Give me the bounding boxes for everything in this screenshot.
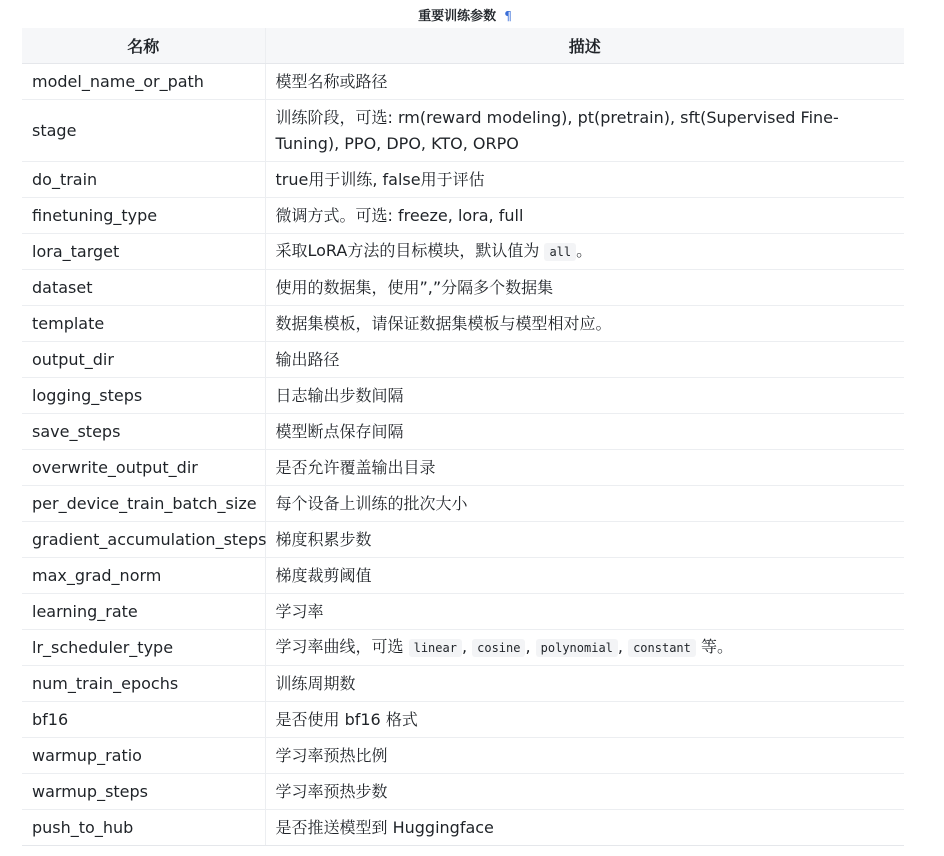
table-row bbox=[22, 486, 904, 522]
param-description-cell: 是否使用 bf16 格式 bbox=[265, 702, 904, 738]
param-description-cell: 梯度裁剪阈值 bbox=[265, 558, 904, 594]
table-row bbox=[22, 630, 904, 666]
param-name-cell: bf16 bbox=[22, 702, 265, 738]
inline-code: constant bbox=[628, 639, 696, 657]
description-text: 采取LoRA方法的目标模块，默认值为 bbox=[275, 241, 545, 260]
param-description-cell: 微调方式。可选: freeze, lora, full bbox=[265, 198, 904, 234]
table-row bbox=[22, 666, 904, 702]
param-description-cell: 训练周期数 bbox=[265, 666, 904, 702]
param-description-cell: 每个设备上训练的批次大小 bbox=[265, 486, 904, 522]
description-text: 。 bbox=[576, 241, 593, 260]
param-name-cell: push_to_hub bbox=[22, 810, 265, 846]
table-row bbox=[22, 234, 904, 270]
table-row bbox=[22, 738, 904, 774]
table-row bbox=[22, 522, 904, 558]
table-row bbox=[22, 414, 904, 450]
table-row bbox=[22, 270, 904, 306]
params-table bbox=[22, 28, 904, 846]
param-description-cell: 数据集模板，请保证数据集模板与模型相对应。 bbox=[265, 306, 904, 342]
param-name-cell: finetuning_type bbox=[22, 198, 265, 234]
table-row bbox=[22, 162, 904, 198]
param-name-cell: overwrite_output_dir bbox=[22, 450, 265, 486]
param-name-cell: model_name_or_path bbox=[22, 64, 265, 100]
description-text: 等。 bbox=[695, 637, 733, 656]
table-row bbox=[22, 342, 904, 378]
param-name-cell: output_dir bbox=[22, 342, 265, 378]
param-description-cell: 使用的数据集，使用”,”分隔多个数据集 bbox=[265, 270, 904, 306]
param-description-cell: 梯度积累步数 bbox=[265, 522, 904, 558]
param-description-cell: 学习率预热步数 bbox=[265, 774, 904, 810]
param-name-cell: num_train_epochs bbox=[22, 666, 265, 702]
header-name: 名称 bbox=[22, 28, 265, 64]
param-name-cell: lr_scheduler_type bbox=[22, 630, 265, 666]
table-row bbox=[22, 198, 904, 234]
param-description-cell: 是否允许覆盖输出目录 bbox=[265, 450, 904, 486]
inline-code: all bbox=[544, 243, 576, 261]
param-description-cell: 学习率预热比例 bbox=[265, 738, 904, 774]
param-name-cell: per_device_train_batch_size bbox=[22, 486, 265, 522]
heading-anchor-link[interactable]: ¶ bbox=[504, 9, 512, 23]
param-name-cell: learning_rate bbox=[22, 594, 265, 630]
table-row bbox=[22, 450, 904, 486]
param-description-cell: true用于训练, false用于评估 bbox=[265, 162, 904, 198]
param-name-cell: save_steps bbox=[22, 414, 265, 450]
param-description-cell: 模型名称或路径 bbox=[265, 64, 904, 100]
table-caption bbox=[0, 6, 930, 27]
description-text: 学习率曲线，可选 bbox=[275, 637, 409, 656]
param-description-cell bbox=[265, 234, 904, 270]
param-name-cell: lora_target bbox=[22, 234, 265, 270]
param-name-cell: template bbox=[22, 306, 265, 342]
caption-title: 重要训练参数 bbox=[418, 9, 497, 24]
param-name-cell: warmup_ratio bbox=[22, 738, 265, 774]
param-description-cell: 输出路径 bbox=[265, 342, 904, 378]
param-name-cell: gradient_accumulation_steps bbox=[22, 522, 265, 558]
param-name-cell: stage bbox=[22, 100, 265, 162]
table-row bbox=[22, 810, 904, 846]
table-body bbox=[22, 64, 904, 846]
param-name-cell: do_train bbox=[22, 162, 265, 198]
table-row bbox=[22, 306, 904, 342]
table-row bbox=[22, 774, 904, 810]
param-name-cell: warmup_steps bbox=[22, 774, 265, 810]
params-table-container bbox=[22, 28, 904, 846]
param-description-cell: 是否推送模型到 Huggingface bbox=[265, 810, 904, 846]
table-row bbox=[22, 594, 904, 630]
param-name-cell: logging_steps bbox=[22, 378, 265, 414]
table-row bbox=[22, 64, 904, 100]
param-description-cell: 模型断点保存间隔 bbox=[265, 414, 904, 450]
table-row bbox=[22, 702, 904, 738]
table-row bbox=[22, 378, 904, 414]
header-description: 描述 bbox=[265, 28, 904, 64]
inline-code: polynomial bbox=[536, 639, 618, 657]
table-header-row bbox=[22, 28, 904, 64]
inline-code: cosine bbox=[472, 639, 525, 657]
param-description-cell: 学习率曲线，可选 linear , cosine , polynomial , constant 等。 bbox=[265, 630, 904, 666]
param-name-cell: max_grad_norm bbox=[22, 558, 265, 594]
param-description-cell: 训练阶段，可选: rm(reward modeling), pt(pretrain), sft(Supervised Fine-Tuning), PPO, DPO, KTO, ORPO bbox=[265, 100, 904, 162]
table-row bbox=[22, 100, 904, 162]
table-row bbox=[22, 558, 904, 594]
param-name-cell: dataset bbox=[22, 270, 265, 306]
param-description-cell: 学习率 bbox=[265, 594, 904, 630]
param-description-cell: 日志输出步数间隔 bbox=[265, 378, 904, 414]
inline-code: linear bbox=[409, 639, 462, 657]
